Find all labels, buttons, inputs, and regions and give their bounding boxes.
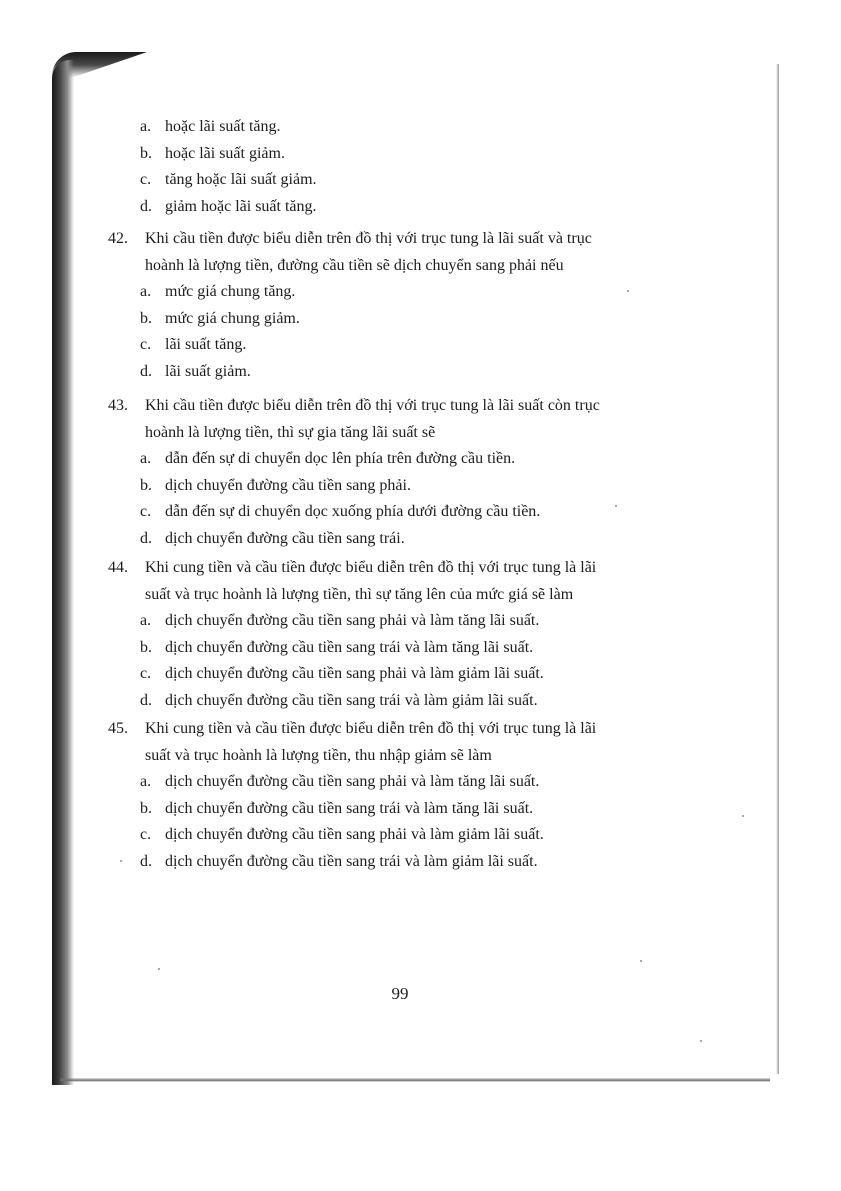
option-c [108, 332, 688, 359]
option-text: tăng hoặc lãi suất giảm. [165, 171, 317, 188]
option-a [140, 114, 317, 141]
option-letter: b. [140, 476, 152, 494]
option-text: dịch chuyển đường cầu tiền sang phải. [165, 476, 411, 494]
page-number: 99 [391, 984, 409, 1003]
question-text [145, 226, 688, 279]
question-line: Khi cầu tiền được biểu diễn trên đồ thị với trục tung là lãi suất và trục [145, 230, 592, 247]
question-stem [108, 716, 688, 769]
option-text: mức giá chung tăng. [165, 283, 296, 300]
scan-speck [742, 815, 744, 817]
option-d [108, 526, 688, 553]
option-b [108, 796, 688, 823]
question-42 [108, 226, 688, 385]
option-letter: c. [140, 826, 152, 843]
scan-speck [640, 960, 642, 962]
option-letter: b. [140, 638, 152, 656]
option-letter: c. [140, 171, 152, 188]
scan-edge-shadow-right [776, 64, 779, 1074]
question-number: 45. [108, 720, 128, 737]
option-text: dịch chuyển đường cầu tiền sang phải và làm giảm lãi suất. [165, 665, 544, 682]
scan-speck [627, 290, 629, 292]
option-letter: a. [140, 450, 152, 467]
question-number: 42. [108, 230, 128, 247]
option-letter: b. [140, 799, 152, 817]
option-text: dịch chuyển đường cầu tiền sang trái và làm giảm lãi suất. [165, 691, 538, 709]
question-stem [108, 555, 688, 608]
scan-edge-shadow-left [52, 60, 74, 1085]
option-text: giảm hoặc lãi suất tăng. [165, 197, 317, 215]
option-b [108, 306, 688, 333]
question-line: hoành là lượng tiền, thì sự gia tăng lãi suất sẽ [145, 423, 436, 441]
option-b [108, 635, 688, 662]
option-a [108, 769, 688, 796]
option-text: lãi suất tăng. [165, 336, 247, 353]
option-letter: a. [140, 283, 152, 300]
option-text: dịch chuyển đường cầu tiền sang phải và làm tăng lãi suất. [165, 612, 540, 629]
question-text [145, 555, 688, 608]
option-b [108, 473, 688, 500]
option-a [108, 446, 688, 473]
option-text: dẫn đến sự di chuyển dọc lên phía trên đường cầu tiền. [165, 450, 516, 467]
question-stem [108, 393, 688, 446]
question-line: hoành là lượng tiền, đường cầu tiền sẽ dịch chuyển sang phải nếu [145, 256, 564, 274]
question-line: suất và trục hoành là lượng tiền, thì sự tăng lên của mức giá sẽ làm [145, 585, 574, 603]
option-text: hoặc lãi suất giảm. [165, 144, 285, 162]
option-text: dịch chuyển đường cầu tiền sang trái và làm tăng lãi suất. [165, 799, 534, 817]
option-text: mức giá chung giảm. [165, 309, 300, 327]
option-d [108, 849, 688, 876]
option-text: dịch chuyển đường cầu tiền sang trái và làm giảm lãi suất. [165, 852, 538, 870]
question-text [145, 393, 688, 446]
scan-speck [615, 505, 617, 507]
question-text [145, 716, 688, 769]
question-number: 43. [108, 397, 128, 414]
option-text: hoặc lãi suất tăng. [165, 118, 281, 135]
question-line: suất và trục hoành là lượng tiền, thu nhập giảm sẽ làm [145, 746, 492, 764]
scan-speck [700, 1040, 702, 1042]
option-text: dịch chuyển đường cầu tiền sang trái. [165, 529, 405, 547]
question-44 [108, 555, 688, 714]
question-line: Khi cung tiền và cầu tiền được biểu diễn trên đồ thị với trục tung là lãi [145, 720, 597, 737]
option-d [140, 194, 317, 221]
option-letter: d. [140, 362, 152, 380]
scan-speck [120, 860, 122, 862]
question-45 [108, 716, 688, 875]
option-d [108, 359, 688, 386]
option-text: dịch chuyển đường cầu tiền sang trái và làm tăng lãi suất. [165, 638, 534, 656]
option-c [108, 499, 688, 526]
scan-speck [158, 968, 160, 970]
option-letter: c. [140, 336, 152, 353]
option-d [108, 688, 688, 715]
option-letter: a. [140, 118, 152, 135]
option-text: dẫn đến sự di chuyển dọc xuống phía dưới đường cầu tiền. [165, 503, 541, 520]
scan-edge-shadow-bottom [60, 1078, 770, 1082]
question-line: Khi cầu tiền được biểu diễn trên đồ thị với trục tung là lãi suất còn trục [145, 397, 600, 414]
question-stem [108, 226, 688, 279]
option-a [108, 608, 688, 635]
option-letter: a. [140, 612, 152, 629]
option-letter: d. [140, 691, 152, 709]
option-letter: b. [140, 309, 152, 327]
option-c [140, 167, 317, 194]
option-letter: c. [140, 503, 152, 520]
option-b [140, 141, 317, 168]
option-text: dịch chuyển đường cầu tiền sang phải và làm tăng lãi suất. [165, 773, 540, 790]
question-number: 44. [108, 559, 128, 576]
option-text: dịch chuyển đường cầu tiền sang phải và làm giảm lãi suất. [165, 826, 544, 843]
option-a [108, 279, 688, 306]
option-c [108, 661, 688, 688]
option-letter: a. [140, 773, 152, 790]
question-line: Khi cung tiền và cầu tiền được biểu diễn trên đồ thị với trục tung là lãi [145, 559, 597, 576]
option-letter: d. [140, 852, 152, 870]
option-letter: d. [140, 197, 152, 215]
option-c [108, 822, 688, 849]
question-43 [108, 393, 688, 552]
option-letter: b. [140, 144, 152, 162]
option-letter: c. [140, 665, 152, 682]
previous-question-options [140, 114, 317, 220]
option-letter: d. [140, 529, 152, 547]
option-text: lãi suất giảm. [165, 362, 251, 380]
